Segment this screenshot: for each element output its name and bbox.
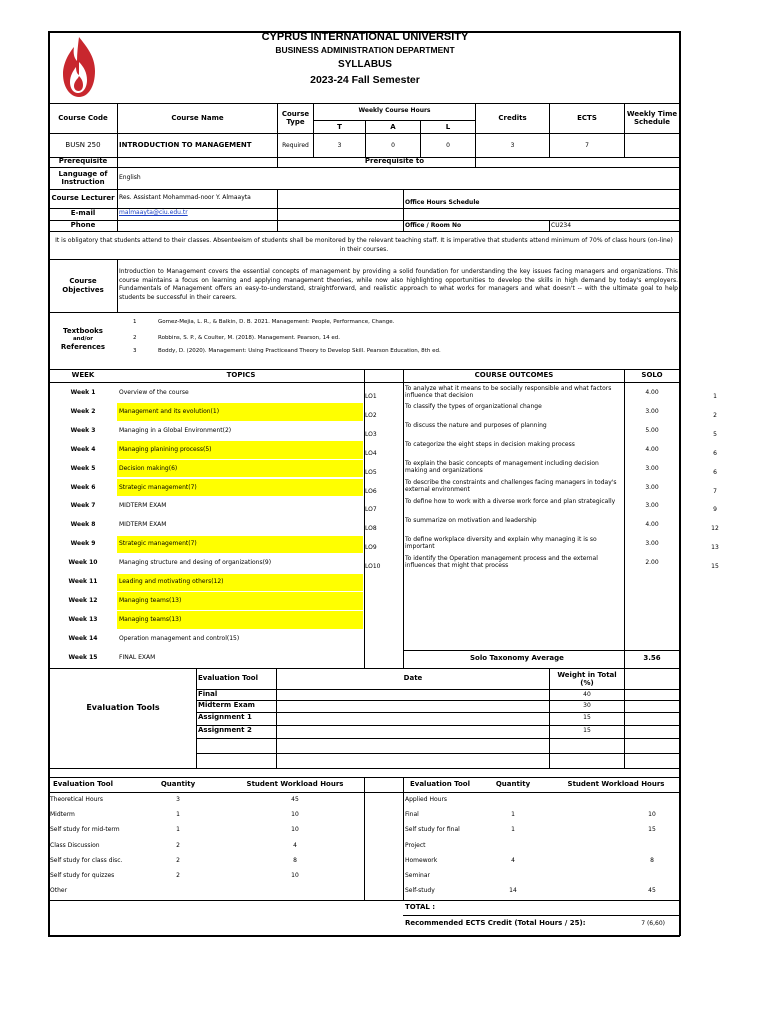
week-label: Week 14 <box>68 634 98 642</box>
week-topic: Managing teams(13) <box>119 596 182 604</box>
outcome-solo: 5.00 <box>645 426 659 434</box>
eval-weight: 15 <box>583 727 591 734</box>
workload-hours-right: 8 <box>650 856 654 864</box>
hours-t-header: T <box>337 123 342 131</box>
workload-tool-right: Self study for final <box>405 826 460 834</box>
evaluation-tools-label: Evaluation Tools <box>86 703 160 712</box>
objectives-text: Introduction to Management covers the essential concepts of management by providing a solid foundation for understanding the key issues facing managers and organizations. This course maintains a focus on learning and applying management theories, while now also highlighting opportunities to develop the skills in high demand by today's employers. Fundamentals of Management offers an easy-to-understand, straightforward, and realistic approach to what works for managers and what doesn't -- with the ultimate goal to help students be successful in their careers. <box>119 268 678 301</box>
solo-average-value: 3.56 <box>643 654 661 662</box>
textbook-reference: Boddy, D. (2020). Management: Using Practiceand Theory to Develop Skill. Pearson Education, 8th ed. <box>158 348 441 354</box>
workload-qty-right: 4 <box>511 856 515 864</box>
week-topic: Decision making(6) <box>119 464 178 472</box>
week-label: Week 7 <box>70 502 96 510</box>
workload-tool-right: Applied Hours <box>405 796 448 803</box>
prerequisite-label: Prerequisite <box>58 157 108 165</box>
workload-tool-right: Final <box>405 811 419 819</box>
office-label: Office / Room No <box>405 222 462 229</box>
week-label: Week 1 <box>70 389 96 396</box>
week-topic: Overview of the course <box>119 389 189 396</box>
week-topic: Management and its evolution(1) <box>119 407 220 415</box>
workload-qty-header-right: Quantity <box>495 780 531 788</box>
week-label: Week 4 <box>70 445 96 453</box>
workload-tool-right: Project <box>405 841 426 849</box>
workload-qty-header-left: Quantity <box>160 780 196 788</box>
outcome-code: LO1 <box>365 393 377 400</box>
outcome-side-number: 7 <box>713 487 717 495</box>
textbooks-label: Textbooks <box>63 327 103 335</box>
topics-header: TOPICS <box>226 371 256 379</box>
workload-tool-left: Other <box>50 887 68 895</box>
outcome-solo: 3.00 <box>645 407 659 415</box>
hours-t-value: 3 <box>337 142 342 149</box>
credits-header: Credits <box>498 114 527 122</box>
outcome-text: To explain the basic concepts of management including decision making and organizations <box>405 460 599 475</box>
language-label: Language of Instruction <box>58 170 108 186</box>
workload-qty-right: 1 <box>511 826 515 834</box>
week-topic: MIDTERM EXAM <box>119 502 167 510</box>
workload-hours-right: 15 <box>648 826 656 834</box>
outcome-solo: 3.00 <box>645 502 659 510</box>
language-value: English <box>119 174 141 181</box>
course-code-value: BUSN 250 <box>65 141 101 149</box>
ects-value: 7 <box>585 142 589 149</box>
outcome-code: LO8 <box>365 525 377 533</box>
workload-hours-right: 45 <box>648 887 656 895</box>
eval-tool: Midterm Exam <box>198 701 255 709</box>
week-label: Week 3 <box>70 426 96 434</box>
outcome-text: To categorize the eight steps in decision making process <box>405 441 575 449</box>
workload-tool-right: Seminar <box>405 872 430 879</box>
outcome-text: To describe the constraints and challenges facing managers in today's external environment <box>405 479 617 493</box>
objectives-label: Course Objectives <box>62 277 104 294</box>
weekly-hours-header: Weekly Course Hours <box>358 107 431 114</box>
outcome-side-number: 2 <box>713 411 717 419</box>
prerequisite-to-label: Prerequisite to <box>364 157 425 165</box>
outcome-text: To define how to work with a diverse work force and plan strategically <box>405 497 616 505</box>
ects-recommended-label: Recommended ECTS Credit (Total Hours / 25): <box>405 919 586 927</box>
workload-tool-right: Homework <box>405 856 438 864</box>
outcome-code: LO10 <box>365 563 381 571</box>
week-topic: MIDTERM EXAM <box>119 521 167 529</box>
workload-tool-left: Midterm <box>50 811 75 819</box>
outcome-side-number: 1 <box>713 393 717 400</box>
solo-average-label: Solo Taxonomy Average <box>470 654 564 662</box>
week-label: Week 15 <box>68 653 98 661</box>
hours-l-value: 0 <box>446 142 450 149</box>
eval-weight: 40 <box>583 691 591 698</box>
week-topic: Strategic management(7) <box>119 483 197 491</box>
workload-qty-left: 2 <box>176 872 180 879</box>
week-header: WEEK <box>71 371 95 379</box>
hours-l-header: L <box>445 123 451 131</box>
week-topic: Managing in a Global Environment(2) <box>119 426 232 434</box>
week-topic: Managing teams(13) <box>119 615 182 623</box>
week-label: Week 10 <box>68 559 98 567</box>
week-label: Week 13 <box>68 615 98 623</box>
outcome-text: To define workplace diversity and explain why managing it is so important <box>405 535 597 550</box>
workload-tool-header-right: Evaluation Tool <box>409 780 470 788</box>
outcome-code: LO2 <box>365 411 377 419</box>
department-name: BUSINESS ADMINISTRATION DEPARTMENT <box>275 45 455 55</box>
week-label: Week 12 <box>68 596 98 604</box>
workload-hours-left: 45 <box>291 796 299 803</box>
workload-qty-left: 2 <box>176 856 180 864</box>
hours-a-value: 0 <box>391 142 395 149</box>
workload-qty-right: 14 <box>509 887 517 895</box>
email-link[interactable]: malmaayta@ciu.edu.tr <box>119 209 188 216</box>
outcome-side-number: 6 <box>713 449 717 457</box>
textbooks-andor-label: and/or <box>72 336 94 342</box>
workload-hours-left: 10 <box>291 826 299 834</box>
workload-qty-left: 1 <box>176 826 180 834</box>
outcomes-header: COURSE OUTCOMES <box>474 371 554 379</box>
week-label: Week 6 <box>70 483 96 491</box>
outcome-text: To identify the Operation management process and the external influences that might that process <box>405 554 598 569</box>
week-topic: Strategic management(7) <box>119 540 197 548</box>
eval-tool: Final <box>198 690 218 698</box>
workload-hours-right: 10 <box>648 811 656 819</box>
eval-weight: 15 <box>583 714 591 721</box>
workload-qty-left: 3 <box>176 796 180 803</box>
phone-label: Phone <box>70 221 96 229</box>
workload-hours-left: 8 <box>293 856 297 864</box>
workload-tool-header-left: Evaluation Tool <box>52 780 113 788</box>
outcome-solo: 3.00 <box>645 540 659 548</box>
textbook-reference: Robbins, S. P., & Coulter, M. (2018). Management. Pearson, 14 ed. <box>158 335 341 341</box>
weekly-schedule-header: Weekly Time Schedule <box>626 110 678 126</box>
outcome-code: LO9 <box>365 544 377 552</box>
workload-hours-header-left: Student Workload Hours <box>246 780 344 788</box>
lecturer-label: Course Lecturer <box>51 194 115 202</box>
eval-weight: 30 <box>583 702 591 709</box>
outcome-side-number: 9 <box>713 506 717 514</box>
course-name-value: INTRODUCTION TO MANAGEMENT <box>119 141 252 149</box>
outcome-code: LO6 <box>365 487 377 495</box>
ects-header: ECTS <box>577 114 597 122</box>
outcome-code: LO5 <box>365 468 377 476</box>
course-type-value: Required <box>282 142 309 149</box>
workload-tool-right: Self-study <box>405 887 435 895</box>
solo-header: SOLO <box>641 371 663 379</box>
outcome-side-number: 12 <box>711 525 719 533</box>
outcome-side-number: 5 <box>713 430 717 438</box>
outcome-code: LO7 <box>365 506 377 514</box>
workload-hours-left: 10 <box>291 811 299 819</box>
week-label: Week 9 <box>70 540 96 548</box>
outcome-text: To summarize on motivation and leadership <box>405 516 537 524</box>
course-type-header: Course Type <box>281 110 310 126</box>
textbook-number: 2 <box>133 335 137 341</box>
university-name: CYPRUS INTERNATIONAL UNIVERSITY <box>261 31 469 43</box>
week-topic: Operation management and control(15) <box>119 634 240 642</box>
outcome-solo: 3.00 <box>645 483 659 491</box>
week-topic: FINAL EXAM <box>119 653 156 661</box>
course-code-header: Course Code <box>58 114 108 122</box>
course-name-header: Course Name <box>171 114 224 122</box>
workload-hours-left: 4 <box>293 841 297 849</box>
workload-tool-left: Self study for quizzes <box>50 872 115 879</box>
ects-recommended-value: 7 (6,60) <box>641 920 665 927</box>
workload-tool-left: Self study for class disc. <box>50 856 123 864</box>
outcome-code: LO4 <box>365 449 377 457</box>
outcome-code: LO3 <box>365 430 377 438</box>
outcome-solo: 4.00 <box>645 445 659 453</box>
outcome-solo: 2.00 <box>645 559 659 567</box>
workload-qty-left: 2 <box>176 841 180 849</box>
hours-a-header: A <box>390 123 396 131</box>
outcome-side-number: 6 <box>713 468 717 476</box>
eval-tool: Assignment 2 <box>198 726 252 734</box>
week-label: Week 11 <box>68 578 98 585</box>
flame-drop-logo-icon <box>62 36 96 98</box>
outcome-side-number: 13 <box>711 544 719 552</box>
semester-label: 2023-24 Fall Semester <box>310 74 420 86</box>
workload-total-label: TOTAL : <box>405 903 436 911</box>
textbook-number: 3 <box>133 348 137 354</box>
outcome-solo: 4.00 <box>645 389 659 396</box>
outcome-solo: 3.00 <box>645 464 659 472</box>
eval-tool: Assignment 1 <box>198 713 252 721</box>
lecturer-value: Res. Assistant Mohammad-noor Y. Almaayta <box>119 194 251 201</box>
eval-weight-header: Weight in Total (%) <box>557 671 617 687</box>
eval-tool-header: Evaluation Tool <box>198 674 259 682</box>
workload-qty-left: 1 <box>176 811 180 819</box>
office-hours-label: Office Hours Schedule <box>405 199 480 206</box>
week-topic: Managing structure and desing of organizations(9) <box>119 559 272 567</box>
workload-tool-left: Self study for mid-term <box>50 826 120 834</box>
workload-hours-header-right: Student Workload Hours <box>567 780 665 788</box>
workload-hours-left: 10 <box>291 872 299 879</box>
workload-tool-left: Theoretical Hours <box>50 796 104 803</box>
references-label: References <box>60 343 106 351</box>
eval-date-header: Date <box>403 674 423 682</box>
office-value: CU234 <box>551 222 572 229</box>
workload-tool-left: Class Discussion <box>50 841 100 849</box>
outcome-solo: 4.00 <box>645 521 659 529</box>
workload-qty-right: 1 <box>511 811 515 819</box>
document-title: SYLLABUS <box>338 59 392 70</box>
attendance-notice: It is obligatory that students attend to their classes. Absenteeism of students shall be monitored by the relevant teaching staff. It is imperative that students attend minimum of 70% of class hours (on-line) in their courses. <box>55 237 673 253</box>
outcome-text: To analyze what it means to be socially responsible and what factors influence that decision <box>405 384 612 399</box>
credits-value: 3 <box>510 142 515 149</box>
email-label: E-mail <box>70 209 96 217</box>
week-label: Week 8 <box>70 521 96 529</box>
week-topic: Managing planining process(5) <box>119 445 212 453</box>
textbook-reference: Gomez-Mejia, L. R., & Balkin, D. B. 2021. Management: People, Performance, Change. <box>158 319 395 325</box>
week-label: Week 5 <box>70 464 96 472</box>
textbook-number: 1 <box>133 319 137 325</box>
week-topic: Leading and motivating others(12) <box>119 578 224 585</box>
week-label: Week 2 <box>70 407 96 415</box>
outcome-text: To discuss the nature and purposes of planning <box>405 422 547 430</box>
outcome-text: To classify the types of organizational change <box>405 403 542 411</box>
outcome-side-number: 15 <box>711 563 719 571</box>
